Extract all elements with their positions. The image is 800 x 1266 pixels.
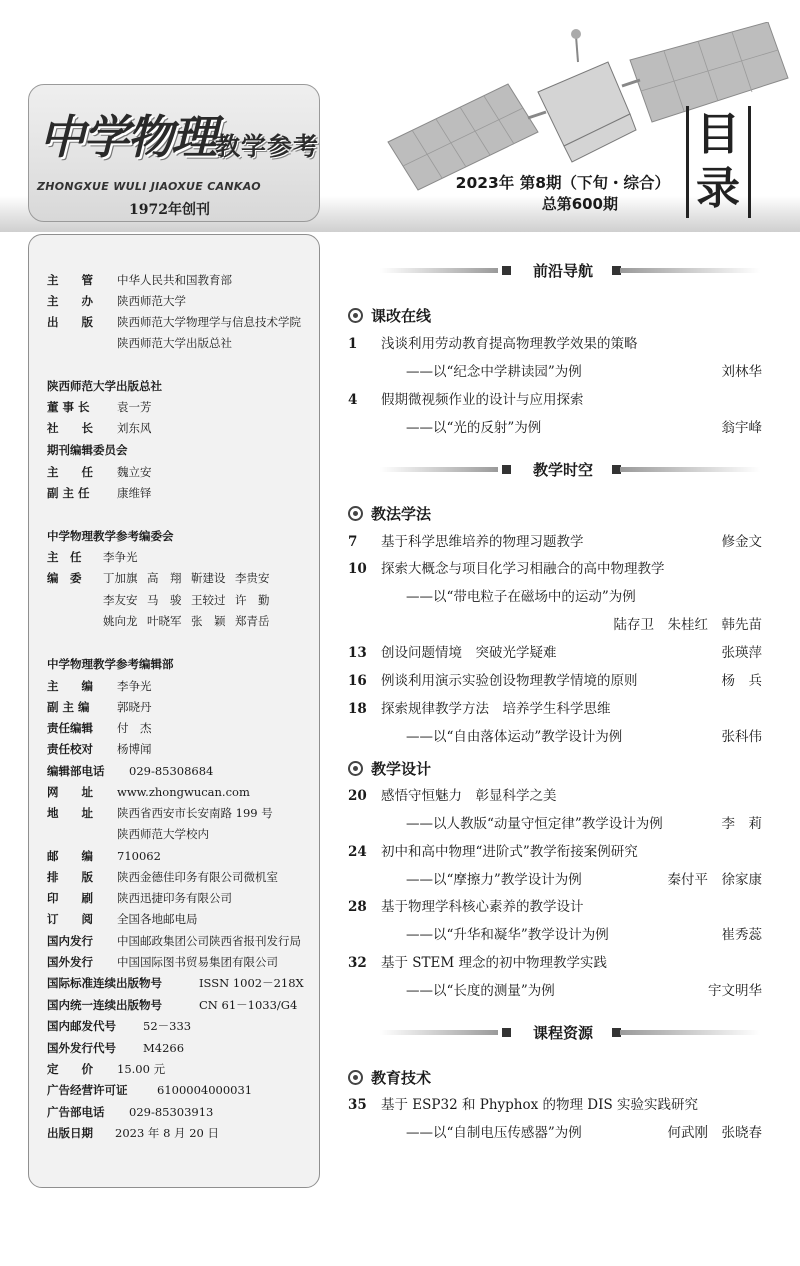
board-heading: 中学物理教学参考编委会 [47,529,174,543]
article-subtitle: ——以“长度的测量”为例 [406,983,555,999]
article-authors: 李 莉 [721,816,762,832]
contents-title: 目 录 [696,109,740,214]
article-authors: 何武刚 张晓春 [667,1125,762,1141]
logo-pinyin: ZHONGXUE WULI JIAOXUE CANKAO [37,180,261,193]
bullet-ring-icon [348,1070,363,1085]
article-subtitle: ——以“摩擦力”教学设计为例 [406,872,582,888]
total-issue: 总第600期 [541,195,618,213]
bullet-ring-icon [348,506,363,521]
article-subtitle: ——以“带电粒子在磁场中的运动”为例 [406,589,636,605]
title-rule-right [748,106,751,218]
article-authors: 修金文 [721,534,762,550]
committee-heading: 期刊编辑委员会 [47,443,128,457]
section-header-frontier: 前沿导航 [354,264,800,278]
logo-main-text: 中学物理 [39,110,215,164]
article-authors: 杨 兵 [721,673,762,689]
established-year: 1972年创刊 [129,202,210,218]
title-rule-left [686,106,689,218]
article-authors: 张科伟 [721,729,762,745]
journal-logo [28,84,320,222]
logo-sub-text: 教学参考 [215,132,320,161]
article-authors: 刘林华 [721,364,762,380]
article-authors: 张瑛萍 [721,645,762,661]
article-authors: 秦付平 徐家康 [667,872,762,888]
article-authors: 崔秀蕊 [721,927,762,943]
article-subtitle: ——以“自由落体运动”教学设计为例 [406,729,623,745]
section-header-teaching: 教学时空 [354,463,800,477]
article-subtitle: ——以“纪念中学耕读园”为例 [406,364,582,380]
article-subtitle: ——以“自制电压传感器”为例 [406,1125,582,1141]
article-subtitle: ——以“光的反射”为例 [406,420,542,436]
issue-number: 2023年 第8期（下旬・综合） [455,174,670,192]
article-subtitle: ——以人教版“动量守恒定律”教学设计为例 [406,816,663,832]
bullet-ring-icon [348,761,363,776]
section-header-resources: 课程资源 [354,1026,800,1040]
article-authors: 翁宇峰 [721,420,762,436]
article-authors: 陆存卫 朱桂红 韩先苗 [613,617,762,633]
dept-heading: 中学物理教学参考编辑部 [47,657,174,671]
article-subtitle: ——以“升华和凝华”教学设计为例 [406,927,609,943]
bullet-ring-icon [348,308,363,323]
article-authors: 宇文明华 [708,983,762,999]
publisher-heading: 陕西师范大学出版总社 [47,379,162,393]
